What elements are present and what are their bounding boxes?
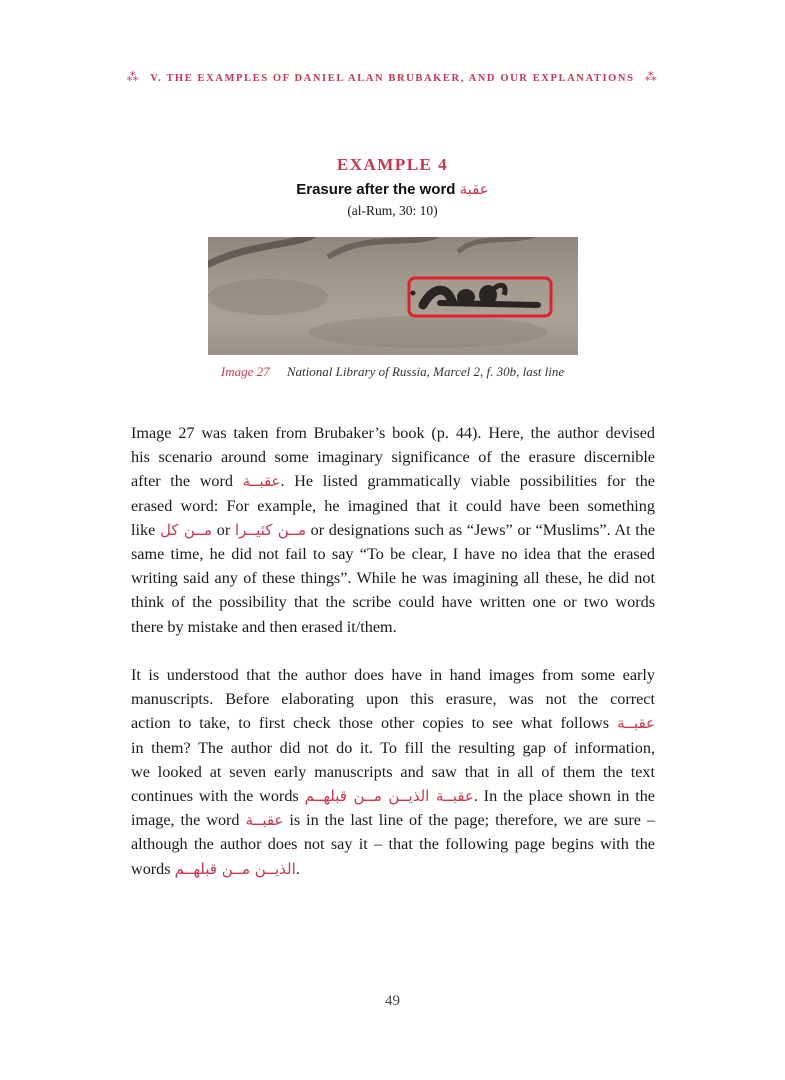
running-head-text: V. THE EXAMPLES OF DANIEL ALAN BRUBAKER, AND OUR EXPLANATIONS — [150, 73, 635, 84]
paragraph-1 — [131, 421, 655, 639]
text-line: It is understood that the author does have in hand images from some early — [131, 666, 655, 684]
text-line: his scenario around some imaginary significance of the erasure discernible — [131, 448, 655, 467]
text-line: writing said any of these things”. While he was imagining all these, he did not — [131, 569, 655, 588]
text-line — [131, 518, 655, 542]
text-line: manuscripts. Before elaborating upon this erasure, was not the correct — [131, 690, 655, 709]
manuscript-image-drawing — [208, 237, 578, 355]
arabic-term: عقبــة — [245, 811, 284, 830]
text-line: in them? The author did not do it. To fill the resulting gap of information, — [131, 738, 655, 757]
text-run: or — [216, 520, 231, 539]
example-reference: (al-Rum, 30: 10) — [347, 203, 438, 218]
example-subtitle — [0, 180, 785, 198]
text-run: words — [131, 859, 171, 878]
text-line — [131, 857, 655, 881]
text-run: . In the place shown in the — [473, 787, 655, 806]
text-run: image, the word — [131, 811, 240, 830]
ornament-right-icon: ⁂ — [644, 70, 659, 84]
paragraph-2 — [131, 663, 655, 881]
text-line: Image 27 was taken from Brubaker’s book (p. 44). Here, the author devised — [131, 424, 655, 442]
text-run: like — [131, 520, 156, 539]
example-heading: EXAMPLE 4 — [336, 155, 449, 174]
text-line — [131, 711, 655, 735]
ornament-left-icon: ⁂ — [126, 70, 141, 84]
arabic-term: مــن كل — [159, 520, 213, 539]
text-run: . He listed grammatically viable possibilities for the — [280, 472, 655, 491]
arabic-term: عقبــة — [242, 472, 281, 491]
text-line: think of the possibility that the scribe could have written one or two words — [131, 593, 655, 612]
text-line: although the author does not say it – that the following page begins with the — [131, 835, 655, 854]
text-run: action to take, to first check those other copies to see what follows — [131, 714, 610, 733]
arabic-term: مــن كثيــرا — [234, 520, 306, 539]
text-run: is in the last line of the page; therefore, we are sure – — [289, 811, 656, 830]
text-line — [131, 784, 655, 808]
arabic-term: عقبــة — [617, 714, 656, 733]
caption-label: Image 27 — [220, 364, 270, 379]
text-line — [131, 808, 655, 832]
text-line: same time, he did not fail to say “To be clear, I have no idea that the erased — [131, 545, 655, 564]
arabic-term: عقبــة الذيــن مــن قبلهــم — [304, 787, 474, 806]
example-subtitle-text: Erasure after the word — [296, 181, 456, 198]
text-line: we looked at seven early manuscripts and saw that in all of them the text — [131, 762, 655, 781]
text-run: after the word — [131, 472, 233, 491]
text-line: erased word: For example, he imagined that it could have been something — [131, 496, 655, 515]
running-head — [0, 70, 785, 85]
page-number: 49 — [385, 993, 400, 1009]
text-line: there by mistake and then erased it/them. — [131, 617, 397, 636]
figure-caption — [0, 364, 785, 380]
arabic-term: الذيــن مــن قبلهــم — [174, 859, 296, 878]
text-run: continues with the words — [131, 787, 299, 806]
text-run: . — [295, 859, 300, 878]
manuscript-image — [208, 237, 578, 355]
caption-text: National Library of Russia, Marcel 2, f. 30b, last line — [286, 364, 565, 379]
text-run: or designations such as “Jews” or “Muslims”. At the — [310, 520, 656, 539]
example-subtitle-arabic: عقبة — [459, 181, 489, 198]
text-line — [131, 469, 655, 493]
